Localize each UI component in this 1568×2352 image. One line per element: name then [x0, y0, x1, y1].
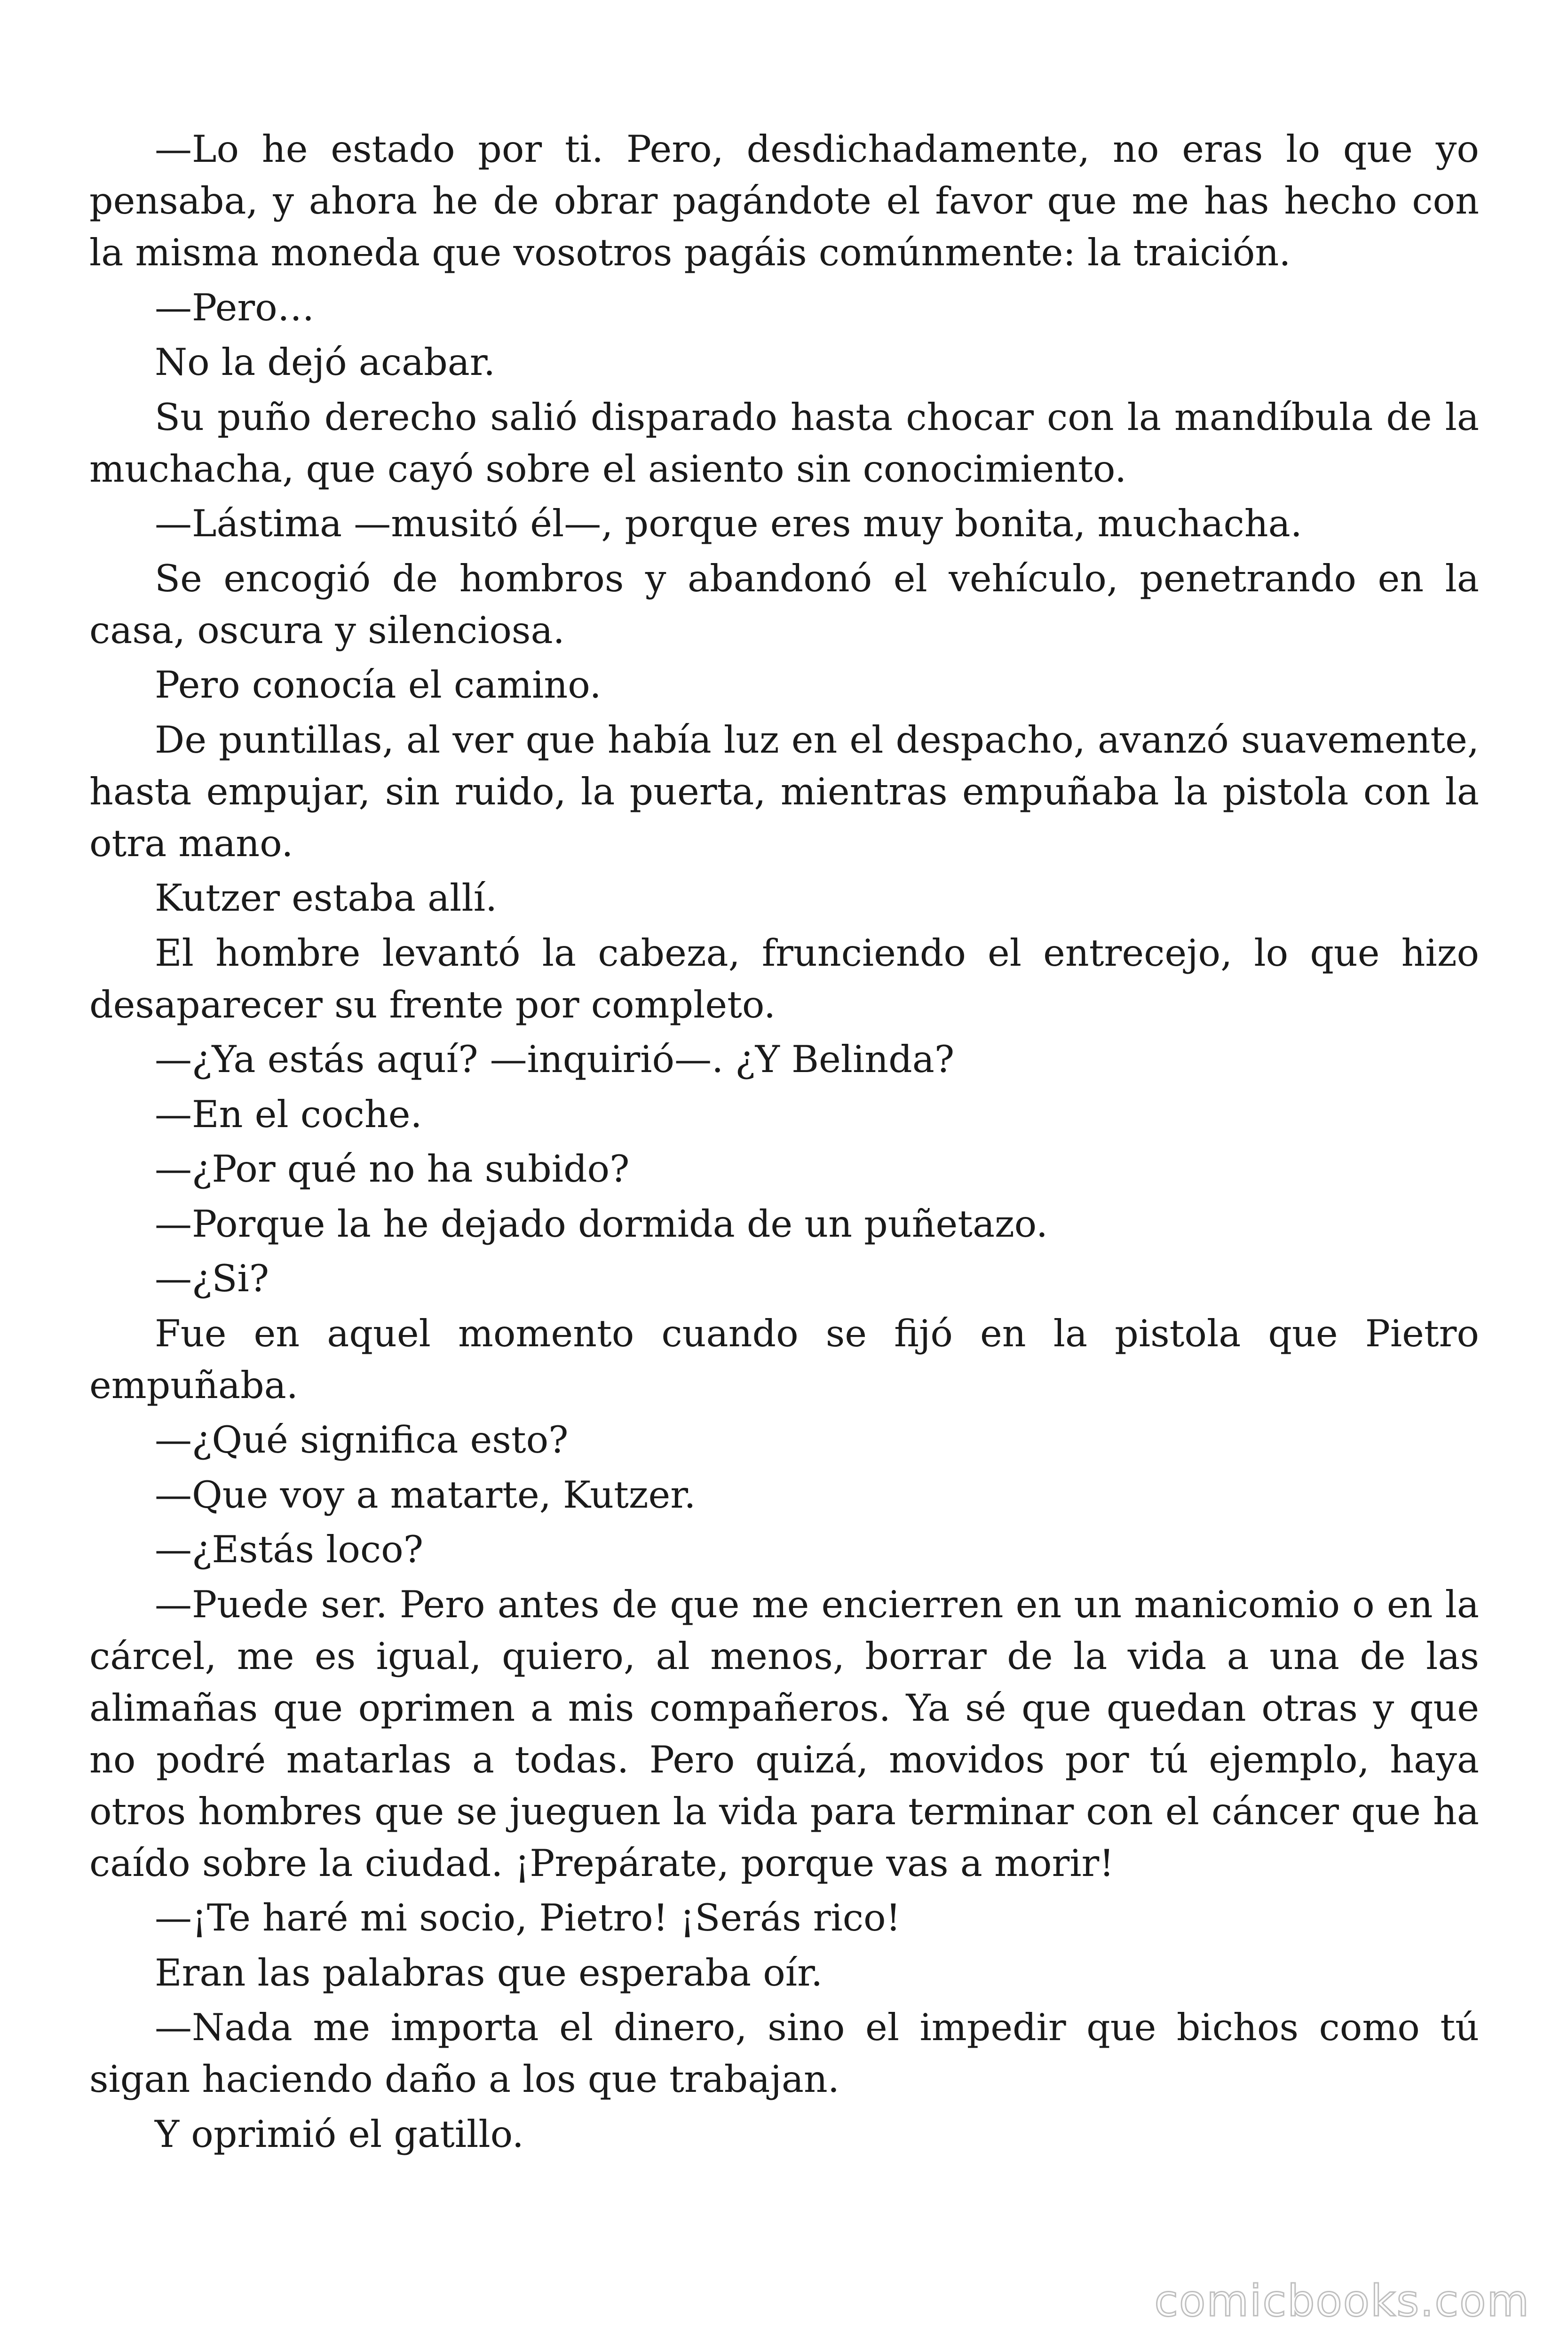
paragraph: Se encogió de hombros y abandonó el vehículo, penetrando en la casa, oscura y silenciosa. [89, 556, 1479, 652]
paragraph: —Lo he estado por ti. Pero, desdichadamente, no eras lo que yo pensaba, y ahora he de obrar pagándote el favor que me has hecho con la misma moneda que vosotros pagáis comúnmente: la traición. [89, 127, 1479, 274]
body-text [89, 123, 1479, 2163]
paragraph: —En el coche. [155, 1092, 422, 1136]
paragraph: De puntillas, al ver que había luz en el despacho, avanzó suavemente, hasta empujar, sin ruido, la puerta, mientras empuñaba la pistola con la otra mano. [89, 718, 1479, 865]
watermark-text: comicbooks.com [1154, 2276, 1530, 2326]
paragraph: No la dejó acabar. [155, 341, 496, 384]
paragraph: —Nada me importa el dinero, sino el impedir que bichos como tú sigan haciendo daño a los que trabajan. [89, 2006, 1479, 2101]
paragraph: Kutzer estaba allí. [155, 876, 498, 920]
paragraph: —Pero… [155, 286, 315, 329]
paragraph: —Que voy a matarte, Kutzer. [155, 1473, 696, 1517]
paragraph: —Lástima —musitó él—, porque eres muy bonita, muchacha. [155, 502, 1302, 545]
paragraph: Fue en aquel momento cuando se fijó en la pistola que Pietro empuñaba. [89, 1311, 1479, 1407]
paragraph: Y oprimió el gatillo. [155, 2112, 524, 2156]
paragraph: El hombre levantó la cabeza, frunciendo el entrecejo, lo que hizo desaparecer su frente por completo. [89, 931, 1479, 1026]
paragraph: Pero conocía el camino. [155, 663, 602, 707]
paragraph: Su puño derecho salió disparado hasta chocar con la mandíbula de la muchacha, que cayó sobre el asiento sin conocimiento. [89, 395, 1479, 491]
paragraph: —¡Te haré mi socio, Pietro! ¡Serás rico! [155, 1896, 901, 1939]
paragraph: —¿Qué significa esto? [155, 1418, 569, 1462]
paragraph: —Puede ser. Pero antes de que me encierren en un manicomio o en la cárcel, me es igual, quiero, al menos, borrar de la vida a una de las alimañas que oprimen a mis compañeros. Ya sé que quedan otras y que no podré matarlas a todas. Pero quizá, movidos por tú ejemplo, haya otros hombres que se jueguen la vida para terminar con el cáncer que ha caído sobre la ciudad. ¡Prepárate, porque vas a morir! [89, 1582, 1479, 1885]
paragraph: —¿Si? [155, 1257, 269, 1300]
paragraph: —¿Estás loco? [155, 1528, 424, 1571]
paragraph: —Porque la he dejado dormida de un puñetazo. [155, 1202, 1048, 1246]
paragraph: —¿Por qué no ha subido? [155, 1147, 630, 1191]
paragraph: —¿Ya estás aquí? —inquirió—. ¿Y Belinda? [155, 1038, 955, 1081]
paragraph: Eran las palabras que esperaba oír. [155, 1951, 823, 1994]
